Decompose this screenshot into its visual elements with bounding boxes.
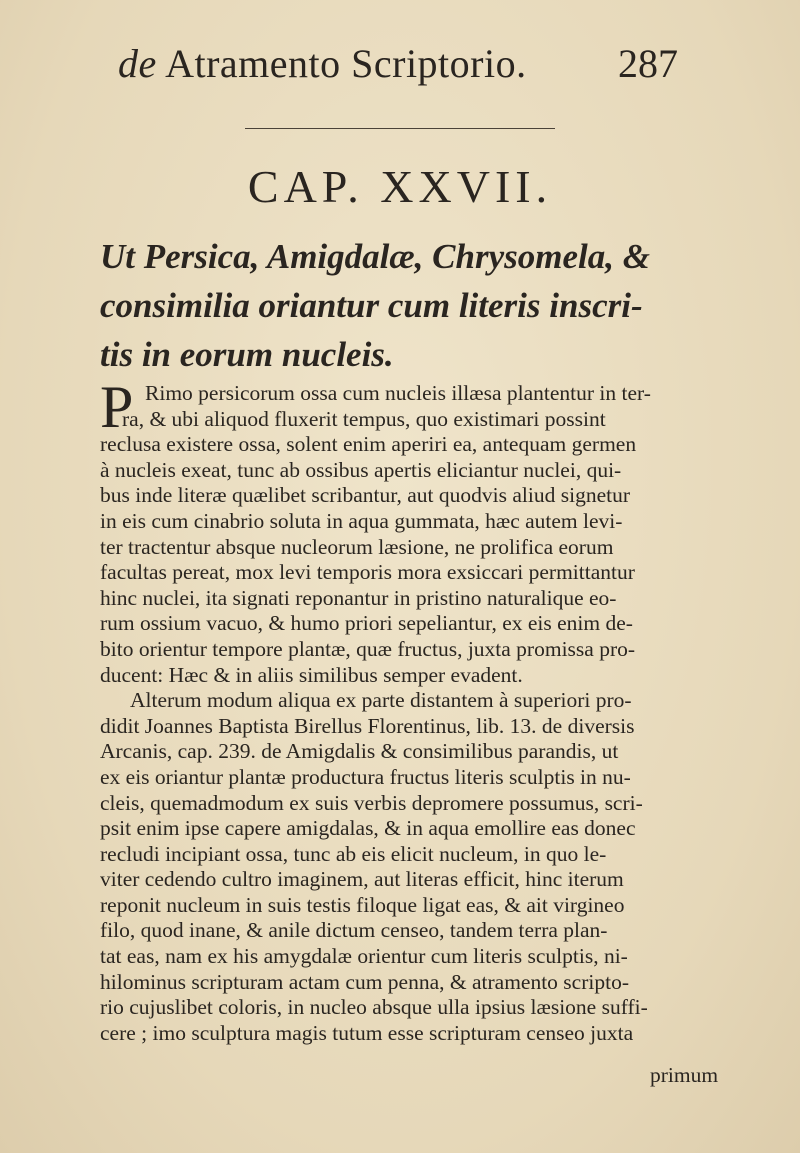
chapter-heading: CAP. XXVII. <box>247 161 553 212</box>
chapter-title-line: Ut Persica, Amigdalæ, Chrysomela, & <box>100 237 650 276</box>
running-head-de: de <box>118 41 157 86</box>
running-head <box>118 40 527 87</box>
header-rule <box>245 128 555 129</box>
body-line: in eis cum cinabrio soluta in aqua gummata, hæc autem levi- <box>100 508 623 533</box>
chapter-title-line: tis in eorum nucleis. <box>100 335 394 374</box>
body-line: bus inde literæ quælibet scribantur, aut quodvis aliud signetur <box>100 483 630 508</box>
body-line: viter cedendo cultro imaginem, aut literas efficit, hinc iterum <box>100 867 624 892</box>
body-line: filo, quod inane, & anile dictum censeo, tandem terra plan- <box>100 918 608 943</box>
body-line: didit Joannes Baptista Birellus Florentinus, lib. 13. de diversis <box>100 713 635 738</box>
page-header <box>118 40 678 90</box>
running-head-title: Atramento Scriptorio. <box>165 41 527 86</box>
body-line: cleis, quemadmodum ex suis verbis depromere possumus, scri- <box>100 790 643 815</box>
chapter-title-line: consimilia oriantur cum literis inscri- <box>100 286 643 325</box>
body-line: à nucleis exeat, tunc ab ossibus apertis eliciantur nuclei, qui- <box>100 457 622 482</box>
body-line: rum ossium vacuo, & humo priori sepeliantur, ex eis enim de- <box>100 611 633 636</box>
body-line: rio cujuslibet coloris, in nucleo absque ulla ipsius læsione suffi- <box>100 995 648 1020</box>
body-line: hinc nuclei, ita signati reponantur in pristino naturalique eo- <box>100 585 617 610</box>
body-line: tat eas, nam ex his amygdalæ orientur cum literis sculptis, ni- <box>100 944 628 969</box>
body-line: bito orientur tempore plantæ, quæ fructus, juxta promissa pro- <box>100 636 636 661</box>
body-line: ex eis oriantur plantæ productura fructus literis sculptis in nu- <box>100 764 631 789</box>
body-line: Alterum modum aliqua ex parte distantem à superiori pro- <box>130 688 632 713</box>
body-line: reponit nucleum in suis testis filoque ligat eas, & ait virgineo <box>100 892 625 917</box>
body-line: Arcanis, cap. 239. de Amigdalis & consimilibus parandis, ut <box>100 739 619 764</box>
body-line: ducent: Hæc & in aliis similibus semper evadent. <box>100 662 523 687</box>
catchword: primum <box>650 1063 719 1087</box>
page-number: 287 <box>618 41 678 86</box>
body-line: cere ; imo sculptura magis tutum esse scripturam censeo juxta <box>100 1020 634 1045</box>
body-line: recludi incipiant ossa, tunc ab eis elicit nucleum, in quo le- <box>100 841 607 866</box>
body-line: hilominus scripturam actam cum penna, & atramento scripto- <box>100 969 629 994</box>
body-line: ter tractentur absque nucleorum læsione, ne prolifica eorum <box>100 534 614 559</box>
body-line: reclusa existere ossa, solent enim aperiri ea, antequam germen <box>100 432 637 457</box>
chapter-title <box>100 232 660 379</box>
body-line: Rimo persicorum ossa cum nucleis illæsa plantentur in ter- <box>145 381 651 405</box>
body-line: ra, & ubi aliquod fluxerit tempus, quo existimari possint <box>122 406 606 431</box>
body-line: facultas pereat, mox levi temporis mora exsiccari permittantur <box>100 560 635 585</box>
body-line: psit enim ipse capere amigdalas, & in aqua emollire eas donec <box>100 816 636 841</box>
drop-cap: P <box>100 374 134 440</box>
body-text <box>100 374 708 1046</box>
